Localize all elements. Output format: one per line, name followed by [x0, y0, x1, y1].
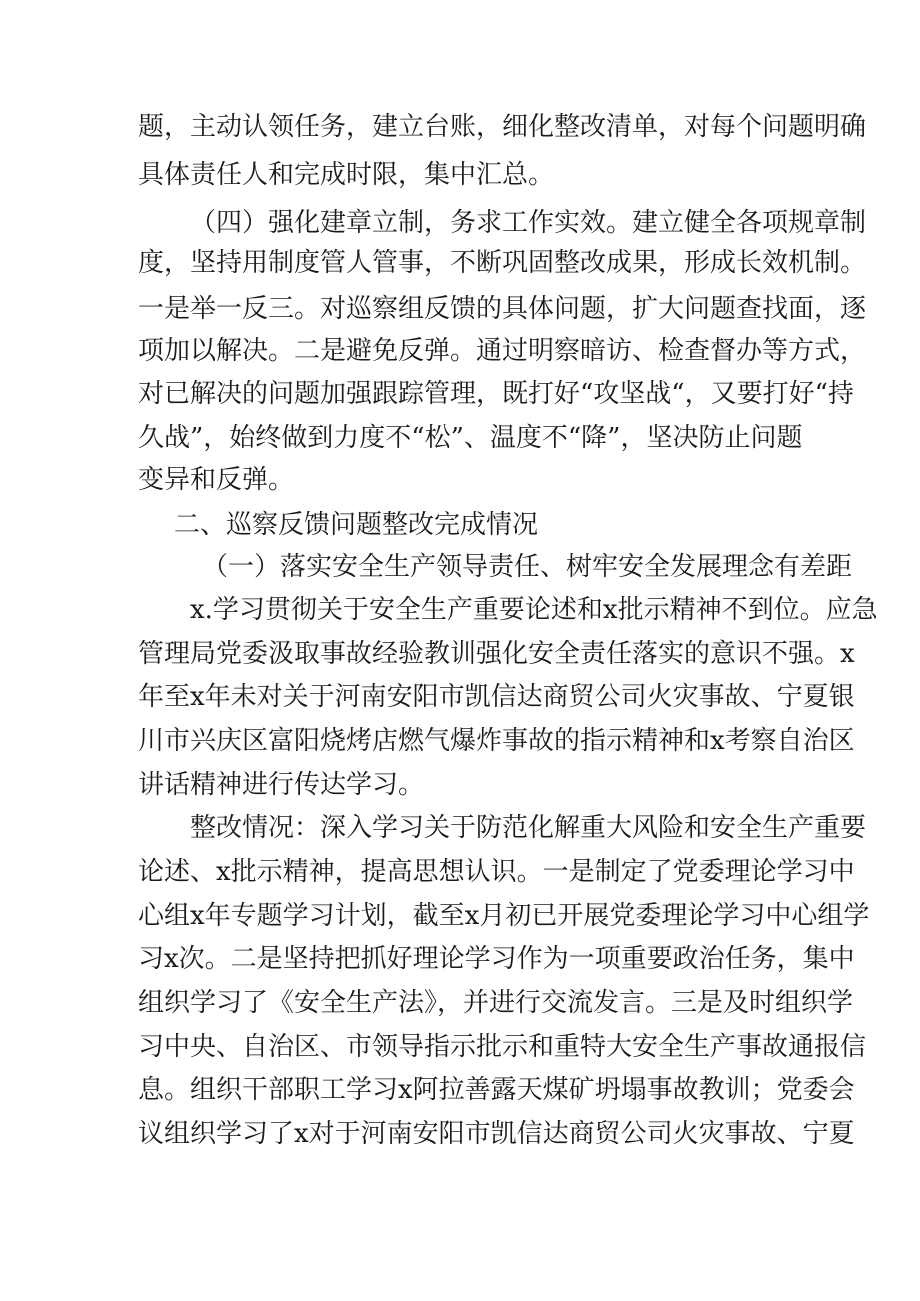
text-line: 变异和反弹。 [138, 465, 295, 495]
text-line: 习中央、自治区、市领导指示批示和重特大安全生产事故通报信 [138, 1032, 867, 1062]
text-line: 度，坚持用制度管人管事，不断巩固整改成果，形成长效机制。 [138, 248, 867, 278]
text-line: 心组x年专题学习计划，截至x月初已开展党委理论学习中心组学 [138, 901, 870, 931]
text-line: 论述、x批示精神，提高思想认识。一是制定了党委理论学习中 [138, 857, 855, 887]
text-line: 川市兴庆区富阳烧烤店燃气爆炸事故的指示精神和x考察自治区 [138, 726, 855, 756]
text-line: 对已解决的问题加强跟踪管理，既打好“攻坚战“，又要打好“持 [138, 379, 854, 409]
text-line: 年至x年未对关于河南安阳市凯信达商贸公司火灾事故、宁夏银 [138, 682, 855, 712]
text-line: 息。组织干部职工学习x阿拉善露天煤矿坍塌事故教训；党委会 [138, 1075, 855, 1105]
text-line: 具体责任人和完成时限，集中汇总。 [138, 160, 555, 190]
text-line: 管理局党委汲取事故经验教训强化安全责任落实的意识不强。x [138, 639, 855, 669]
text-line: 议组织学习了x对于河南安阳市凯信达商贸公司火灾事故、宁夏 [138, 1119, 855, 1149]
text-line: x.学习贯彻关于安全生产重要论述和x批示精神不到位。应急 [190, 595, 878, 625]
text-line: 项加以解决。二是避免反弹。通过明察暗访、检查督办等方式， [138, 336, 867, 366]
text-line: 久战”，始终做到力度不“松”、温度不“降”，坚决防止问题 [138, 423, 803, 453]
text-line: 题，主动认领任务，建立台账，细化整改清单，对每个问题明确 [138, 112, 867, 142]
text-line: 组织学习了《安全生产法》，并进行交流发言。三是及时组织学 [138, 988, 854, 1018]
section-heading: （四）强化建章立制，务求工作实效。建立健全各项规章制 [190, 208, 867, 238]
section-heading: （一）落实安全生产领导责任、树牢安全发展理念有差距 [202, 552, 853, 582]
text-line: 一是举一反三。对巡察组反馈的具体问题，扩大问题查找面，逐 [138, 294, 867, 324]
text-line: 讲话精神进行传达学习。 [138, 770, 425, 800]
text-line: 整改情况：深入学习关于防范化解重大风险和安全生产重要 [190, 813, 867, 843]
chapter-heading: 二、巡察反馈问题整改完成情况 [174, 510, 539, 540]
text-line: 习x次。二是坚持把抓好理论学习作为一项重要政治任务，集中 [138, 944, 855, 974]
